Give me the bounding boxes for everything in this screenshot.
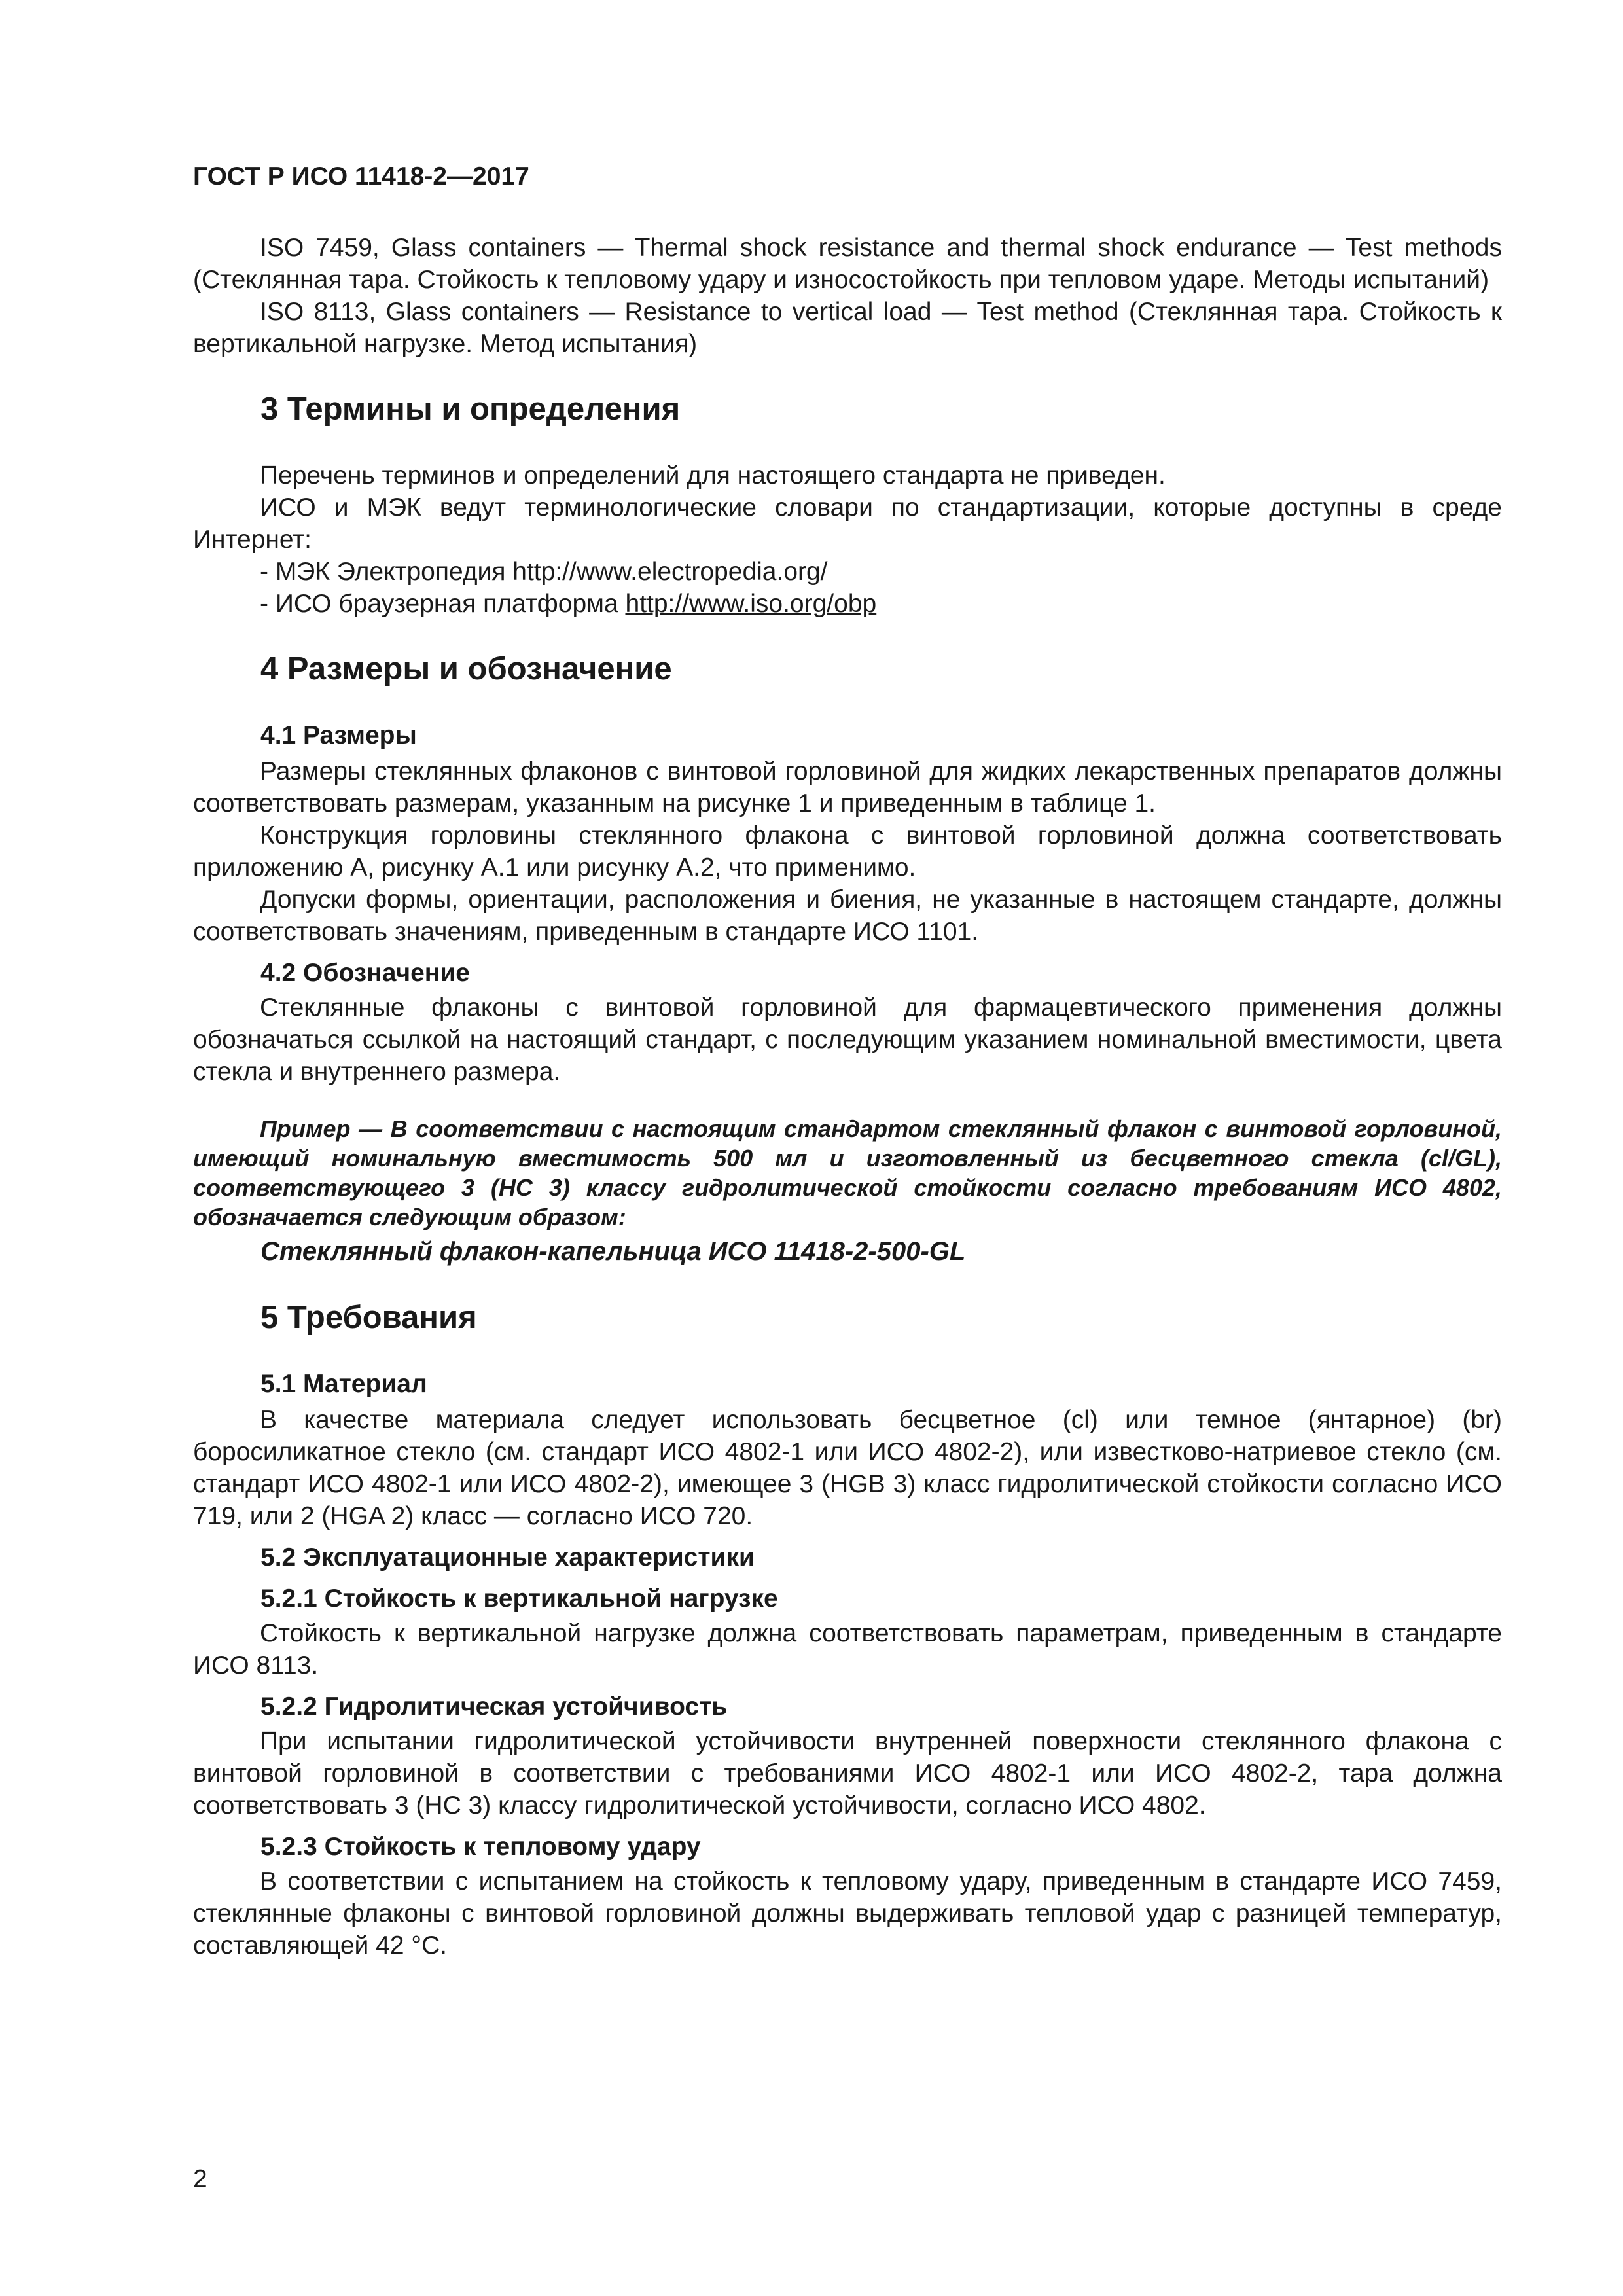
section-4-1-paragraph: Допуски формы, ориентации, расположения и биения, не указанные в настоящем стандарте, должны соответствовать значениям, приведенным в стандарте ИСО 1101. <box>193 886 1502 946</box>
section-4-1-paragraph: Конструкция горловины стеклянного флакона с винтовой горловиной должна соответствовать приложению А, рисунку А.1 или рисунку А.2, что применимо. <box>193 821 1502 882</box>
iso-obp-item <box>193 588 1502 620</box>
section-4-title: 4 Размеры и обозначение <box>260 651 672 687</box>
reference-iso-8113: ISO 8113, Glass containers — Resistance to vertical load — Test method (Стеклянная тара. Стойкость к вертикальной нагрузке. Метод испытания) <box>193 298 1502 358</box>
section-3-paragraph: Перечень терминов и определений для настоящего стандарта не приведен. <box>260 461 1166 490</box>
example-designation: Стеклянный флакон-капельница ИСО 11418-2-500-GL <box>260 1237 966 1266</box>
section-3-title: 3 Термины и определения <box>260 391 681 427</box>
document-header: ГОСТ Р ИСО 11418-2—2017 <box>193 162 529 190</box>
electropedia-item: - МЭК Электропедия http://www.electropedia.org/ <box>260 558 828 586</box>
page-content <box>193 162 1502 1962</box>
section-5-2-2-paragraph: При испытании гидролитической устойчивости внутренней поверхности стеклянного флакона с винтовой горловиной в соответствии с требованиями ИСО 4802-1 или ИСО 4802-2, тара должна соответствовать 3 (HC 3) классу гидролитической устойчивости, согласно ИСО 4802. <box>193 1727 1502 1820</box>
reference-iso-7459: ISO 7459, Glass containers — Thermal shock resistance and thermal shock endurance — Test methods (Стеклянная тара. Стойкость к тепловому удару и износостойкость при тепловом ударе. Методы испытаний) <box>193 234 1502 294</box>
subsection-5-2-2-title: 5.2.2 Гидролитическая устойчивость <box>260 1693 728 1721</box>
section-5-1-paragraph: В качестве материала следует использовать бесцветное (cl) или темное (янтарное) (br) боросиликатное стекло (см. стандарт ИСО 4802-1 или ИСО 4802-2), или известково-натриевое стекло (см. стандарт ИСО 4802-1 или ИСО 4802-2), имеющее 3 (HGB 3) класс гидролитической стойкости согласно ИСО 719, или 2 (HGA 2) класс — согласно ИСО 720. <box>193 1406 1502 1530</box>
section-4-2-paragraph: Стеклянные флаконы с винтовой горловиной для фармацевтического применения должны обозначаться ссылкой на настоящий стандарт, с последующим указанием номинальной вместимости, цвета стекла и внутреннего размера. <box>193 994 1502 1086</box>
page-number: 2 <box>193 2165 207 2193</box>
section-5-2-1-paragraph: Стойкость к вертикальной нагрузке должна соответствовать параметрам, приведенным в стандарте ИСО 8113. <box>193 1619 1502 1679</box>
section-3-paragraph: ИСО и МЭК ведут терминологические словари по стандартизации, которые доступны в среде Интернет: <box>193 493 1502 554</box>
example-note: Пример — В соответствии с настоящим стандартом стеклянный флакон с винтовой горловиной, имеющий номинальную вместимость 500 мл и изготовленный из бесцветного стекла (cl/GL), соответствующего 3 (HC 3) классу гидролитической стойкости согласно требованиям ИСО 4802, обозначается следующим образом: <box>193 1115 1502 1230</box>
subsection-5-2-1-title: 5.2.1 Стойкость к вертикальной нагрузке <box>260 1585 778 1613</box>
subsection-4-2-title: 4.2 Обозначение <box>260 959 470 987</box>
subsection-5-2-title: 5.2 Эксплуатационные характеристики <box>260 1543 755 1571</box>
section-4-1-paragraph: Размеры стеклянных флаконов с винтовой горловиной для жидких лекарственных препаратов должны соответствовать размерам, указанным на рисунке 1 и приведенным в таблице 1. <box>193 757 1502 817</box>
subsection-5-1-title: 5.1 Материал <box>260 1370 427 1398</box>
iso-obp-prefix: - ИСО браузерная платформа <box>260 590 626 618</box>
subsection-5-2-3-title: 5.2.3 Стойкость к тепловому удару <box>260 1833 701 1861</box>
iso-obp-link[interactable]: http://www.iso.org/obp <box>625 590 877 618</box>
section-5-title: 5 Требования <box>260 1300 477 1335</box>
subsection-4-1-title: 4.1 Размеры <box>260 721 417 749</box>
section-5-2-3-paragraph: В соответствии с испытанием на стойкость к тепловому удару, приведенным в стандарте ИСО 7459, стеклянные флаконы с винтовой горловиной должны выдерживать тепловой удар с разницей температур, составляющей 42 °С. <box>193 1867 1502 1960</box>
